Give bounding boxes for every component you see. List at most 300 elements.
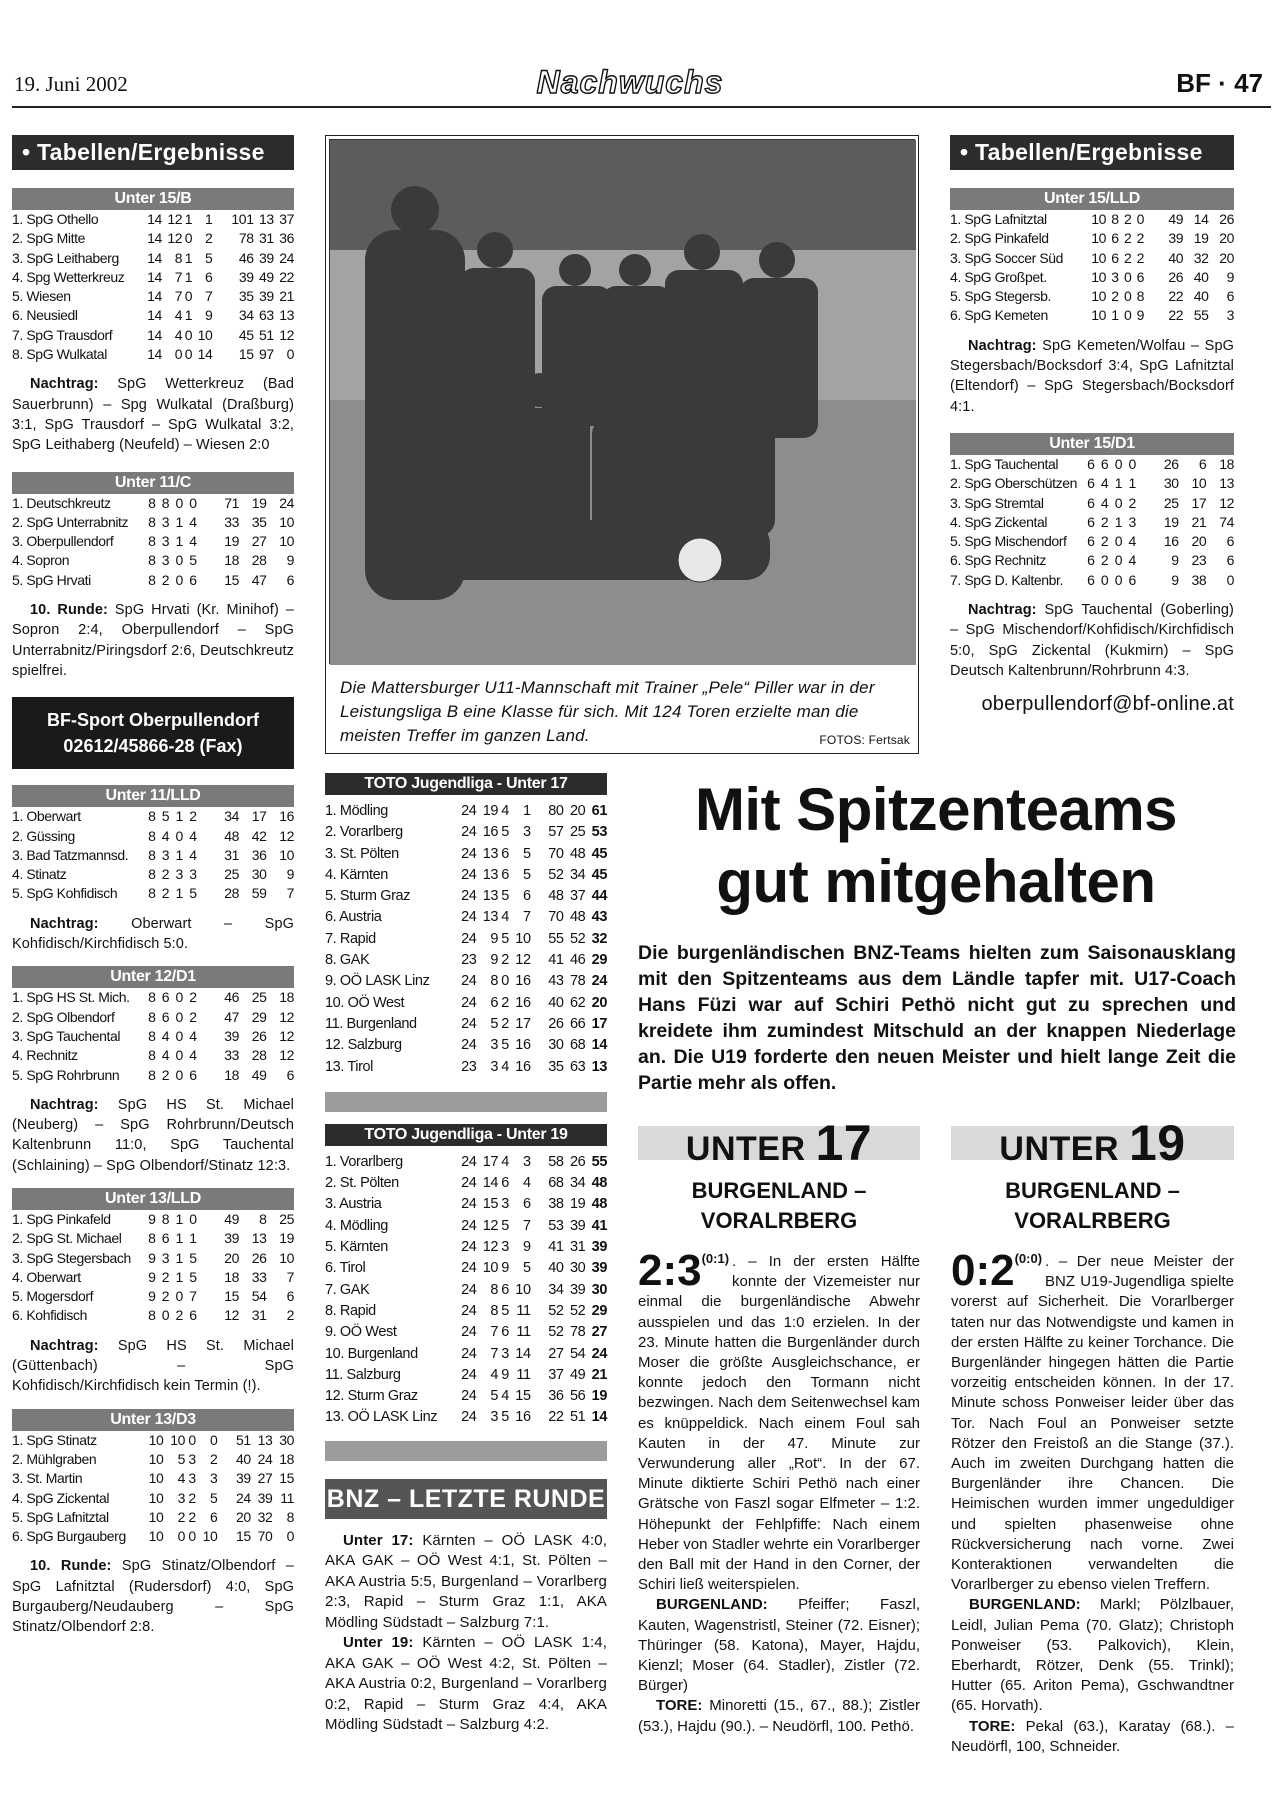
table-row xyxy=(325,1057,607,1078)
team-name: 6. Austria xyxy=(325,909,382,926)
stat-cell: 8 xyxy=(148,827,156,844)
stat-cell: 24 xyxy=(461,994,477,1011)
stat-cell: 7 xyxy=(204,288,213,305)
u19-report xyxy=(951,1115,1234,1757)
stat-cell: 10 xyxy=(148,1528,164,1545)
stat-cell: 26 xyxy=(1168,268,1184,285)
bnz-u19-results: Unter 19: Kärnten – OÖ LASK 1:4, AKA GAK – OÖ West 4:2, St. Pölten – AKA Austria 0:2, Burgenland – Vorarlberg 0:2, Rapid – Sturm Graz 4:4, AKA Mödling Südstadt – Salzburg 4:2. xyxy=(325,1634,607,1734)
stat-cell: 3 xyxy=(1111,268,1119,285)
table-row xyxy=(12,287,294,306)
stat-cell: 5 xyxy=(204,249,213,266)
table-row xyxy=(12,846,294,865)
stat-cell: 34 xyxy=(548,1281,564,1298)
stat-cell: 7 xyxy=(490,1324,499,1341)
stat-cell: 55 xyxy=(548,930,564,947)
table-title: Unter 13/LLD xyxy=(12,1188,294,1210)
stat-cell: 6 xyxy=(189,571,197,588)
stat-cell: 3 xyxy=(490,1409,499,1426)
stat-cell: 24 xyxy=(279,494,294,511)
table-row xyxy=(325,1407,607,1428)
u19-match: BURGENLAND – VORALRBERG xyxy=(1005,1178,1180,1233)
table-title: TOTO Jugendliga - Unter 17 xyxy=(325,773,607,795)
stat-cell: 3 xyxy=(210,1470,218,1487)
note: Nachtrag: SpG HS St. Michael (Neuberg) – SpG Rohrbrunn/Deutsch Kaltenbrunn 11:0, SpG Tauchental (Schlaining) – SpG Olbendorf/Stinatz 12:3. xyxy=(12,1096,294,1174)
stat-cell: 30 xyxy=(1163,475,1179,492)
u19-text: $0:2^{(0:0)}$ . – Der neue Meister der BNZ U19-Jugendliga spielte vorerst auf Sicherheit. Die Vorarlberger taten nur das Notwendigste und kamen in der ersten Hälfte zu keiner Torchance. Die Burgenländer hingegen hätten die Partie vorzeitig entscheiden können. In der 17. Minute schoss Ponweiser leider über das Tor. Nach Foul an Ponweiser setzte Rötzer den Freistoß an die Stange (37.). Auch im zweiten Durchgang hatten die Burgenländer ihre Chancen. Die Heimischen wurden immer ungeduldiger und spielten phasenweise ohne Rückversicherung nach vorne. Zwei Konteraktionen verwandelten die Vorarlberger zu ebenso vielen Treffern. BURGENLAND: Markl; Pölzlbauer, Leidl, Julian Pema (70. Glatz); Christoph Ponweiser (53. Palkovich), Klein, Eberhardt, Rötzer, Denk (55. Trinkl); Hutter (65. Ariton Pema), Gschwandtner (65. Horvath). TORE: Pekal (63.), Karatay (68.). – Neudörfl, 100, Schneider. xyxy=(951,1246,1234,1755)
stat-cell: 3 xyxy=(175,866,183,883)
stat-cell: 3 xyxy=(501,1196,509,1213)
stat-cell: 13 xyxy=(482,845,499,862)
stat-cell: 0 xyxy=(1136,211,1145,227)
table-row xyxy=(950,532,1234,551)
stat-cell: 1 xyxy=(175,1268,183,1285)
stat-cell: 49 xyxy=(224,1210,239,1227)
table-row xyxy=(950,513,1234,532)
stat-cell: 39 xyxy=(569,1217,586,1234)
stat-cell: 12 xyxy=(515,952,531,969)
stat-cell: 15 xyxy=(515,1388,531,1405)
stat-cell: 0 xyxy=(175,1027,183,1044)
section-name: Nachwuchs xyxy=(536,64,724,100)
table-row xyxy=(12,1229,294,1248)
stat-cell: 3 xyxy=(189,866,197,883)
table-title: Unter 15/B xyxy=(12,188,294,210)
stat-cell: 34 xyxy=(569,1175,586,1192)
stat-cell: 4 xyxy=(501,803,509,819)
stat-cell: 43 xyxy=(591,909,607,926)
stat-cell: 15 xyxy=(238,346,254,363)
stat-cell: 1 xyxy=(1128,475,1136,492)
team-name: 6. SpG Rechnitz xyxy=(950,552,1046,569)
stat-cell: 8 xyxy=(148,866,156,883)
stat-cell: 45 xyxy=(591,866,607,883)
article-lead: Die burgenländischen BNZ-Teams hielten zum Saisonausklang mit den Spitzenteams aus dem Ländle tapfer mit. U17-Coach Hans Füzi war auf Schiri Pethö nicht gut zu sprechen und kreidete ihm zumindest Mitschuld an der knappen Niederlage an. Die U19 forderte den neuen Meister und hielt lange Zeit die Partie mehr als offen. xyxy=(638,942,1236,1094)
stat-cell: 20 xyxy=(224,1249,239,1266)
table-row xyxy=(12,571,294,590)
stat-cell: 59 xyxy=(251,885,267,902)
table-row xyxy=(950,229,1234,248)
stat-cell: 57 xyxy=(548,824,564,841)
stat-cell: 14 xyxy=(482,1175,499,1192)
table-row xyxy=(12,1508,294,1527)
stat-cell: 0 xyxy=(188,1528,196,1545)
stat-cell: 8 xyxy=(148,885,156,902)
team-name: 1. SpG Tauchental xyxy=(950,455,1059,472)
stat-cell: 2 xyxy=(188,1508,196,1525)
table-row xyxy=(950,249,1234,268)
team-name: 5. SpG Hrvati xyxy=(12,571,91,588)
stat-cell: 18 xyxy=(279,1450,294,1467)
stat-cell: 36 xyxy=(548,1388,564,1405)
stat-cell: 39 xyxy=(224,1027,239,1044)
table-row xyxy=(12,345,294,364)
team-name: 2. Vorarlberg xyxy=(325,824,403,841)
stat-cell: 2 xyxy=(501,952,509,969)
table-row xyxy=(12,229,294,248)
u19-label: UNTER 19 xyxy=(951,1126,1234,1160)
stat-cell: 10 xyxy=(279,533,294,550)
stat-cell: 70 xyxy=(257,1528,273,1545)
team-name: 4. SpG Zickental xyxy=(950,513,1048,530)
table-row xyxy=(325,801,607,822)
stat-cell: 6 xyxy=(161,1008,170,1025)
team-name: 1. SpG Stinatz xyxy=(12,1431,97,1448)
stat-cell: 0 xyxy=(1114,571,1123,588)
stat-cell: 2 xyxy=(161,885,170,902)
stat-cell: 37 xyxy=(569,888,586,905)
stat-cell: 48 xyxy=(224,827,239,844)
stat-cell: 5 xyxy=(522,845,531,862)
stat-cell: 20 xyxy=(569,803,586,819)
team-name: 5. Kärnten xyxy=(325,1239,388,1256)
stat-cell: 5 xyxy=(522,1260,531,1277)
stat-cell: 14 xyxy=(147,326,162,343)
stat-cell: 46 xyxy=(238,249,254,266)
table-row xyxy=(325,993,607,1014)
stat-cell: 23 xyxy=(461,952,477,969)
table-row xyxy=(12,1008,294,1027)
stat-cell: 35 xyxy=(251,513,267,530)
team-name: 2. SpG St. Michael xyxy=(12,1230,122,1247)
stat-cell: 19 xyxy=(1193,230,1209,247)
stat-cell: 19 xyxy=(224,533,239,550)
stat-cell: 24 xyxy=(461,1281,477,1298)
stat-cell: 24 xyxy=(461,1015,477,1032)
stat-cell: 12 xyxy=(1219,494,1234,511)
stat-cell: 25 xyxy=(224,866,239,883)
note: Nachtrag: SpG Kemeten/Wolfau – SpG Stegersbach/Bocksdorf 3:4, SpG Lafnitztal (Eltendorf) – SpG Stegersbach/Bocksdorf 4:1. xyxy=(950,337,1234,415)
team-name: 10. Burgenland xyxy=(325,1345,418,1362)
stat-cell: 2 xyxy=(1111,288,1119,305)
stat-cell: 4 xyxy=(501,1153,509,1170)
team-name: 1. SpG Pinkafeld xyxy=(12,1210,111,1227)
page-number: 47 xyxy=(1234,68,1263,98)
stat-cell: 39 xyxy=(591,1260,607,1277)
stat-cell: 49 xyxy=(1168,211,1184,227)
team-name: 3. SpG Stegersbach xyxy=(12,1249,131,1266)
stat-cell: 6 xyxy=(522,1196,531,1213)
stat-cell: 29 xyxy=(251,1008,267,1025)
stat-cell: 18 xyxy=(224,1268,239,1285)
stat-cell: 40 xyxy=(1168,249,1184,266)
table-row xyxy=(325,1216,607,1237)
stat-cell: 41 xyxy=(591,1217,607,1234)
left-section-title: • Tabellen/Ergebnisse xyxy=(12,135,294,170)
team-name: 3. SpG Leithaberg xyxy=(12,249,119,266)
stat-cell: 0 xyxy=(1114,533,1123,550)
stat-cell: 3 xyxy=(161,533,170,550)
stat-cell: 6 xyxy=(1226,552,1234,569)
team-name: 9. OÖ West xyxy=(325,1324,397,1341)
stat-cell: 30 xyxy=(569,1260,586,1277)
table-row xyxy=(325,907,607,928)
table-row xyxy=(325,1301,607,1322)
stat-cell: 9 xyxy=(148,1268,156,1285)
stat-cell: 25 xyxy=(569,824,586,841)
stat-cell: 39 xyxy=(1168,230,1184,247)
table-title: TOTO Jugendliga - Unter 19 xyxy=(325,1124,607,1146)
stat-cell: 11 xyxy=(516,1302,531,1319)
stat-cell: 17 xyxy=(591,1015,607,1032)
stat-cell: 80 xyxy=(548,803,564,819)
stat-cell: 54 xyxy=(251,1288,267,1305)
stat-cell: 13 xyxy=(251,1230,267,1247)
stat-cell: 7 xyxy=(490,1345,499,1362)
stat-cell: 2 xyxy=(1136,249,1145,266)
stat-cell: 55 xyxy=(591,1153,607,1170)
stat-cell: 32 xyxy=(257,1508,273,1525)
stat-cell: 14 xyxy=(147,288,162,305)
stat-cell: 22 xyxy=(1168,307,1184,324)
stat-cell: 26 xyxy=(251,1027,267,1044)
standings-table xyxy=(12,210,294,364)
stat-cell: 9 xyxy=(522,1239,531,1256)
stat-cell: 4 xyxy=(174,307,183,324)
table-row xyxy=(12,1066,294,1085)
stat-cell: 37 xyxy=(279,211,294,227)
stat-cell: 7 xyxy=(286,885,294,902)
stat-cell: 3 xyxy=(1226,307,1234,324)
stat-cell: 78 xyxy=(569,973,586,990)
stat-cell: 4 xyxy=(189,533,197,550)
stat-cell: 47 xyxy=(251,571,267,588)
u17-match: BURGENLAND – VORALRBERG xyxy=(691,1178,867,1233)
stat-cell: 2 xyxy=(1123,230,1132,247)
team-name: 2. SpG Unterrabnitz xyxy=(12,513,129,530)
stat-cell: 1 xyxy=(1114,475,1123,492)
stat-cell: 5 xyxy=(522,866,531,883)
stat-cell: 25 xyxy=(1163,494,1179,511)
stat-cell: 24 xyxy=(461,1366,477,1383)
stat-cell: 47 xyxy=(224,1008,239,1025)
stat-cell: 24 xyxy=(461,1153,477,1170)
stat-cell: 31 xyxy=(224,846,239,863)
table-row xyxy=(325,844,607,865)
stat-cell: 3 xyxy=(161,846,170,863)
photo-credit: FOTOS: Fertsak xyxy=(819,733,910,747)
stat-cell: 0 xyxy=(177,1528,185,1545)
stat-cell: 11 xyxy=(516,1366,531,1383)
stat-cell: 6 xyxy=(522,888,531,905)
team-name: 1. SpG HS St. Mich. xyxy=(12,989,130,1006)
table-row xyxy=(12,513,294,532)
bnz-title: BNZ – LETZTE RUNDE xyxy=(325,1479,607,1519)
stat-cell: 34 xyxy=(224,808,239,825)
stat-cell: 7 xyxy=(522,909,531,926)
note: Nachtrag: SpG Wetterkreuz (Bad Sauerbrunn) – Spg Wulkatal (Draßburg) 3:1, SpG Trausdorf – SpG Wulkatal 3:2, SpG Leithaberg (Neufeld) – Wiesen 2:0 xyxy=(12,376,294,454)
stat-cell: 4 xyxy=(1100,494,1109,511)
stat-cell: 1 xyxy=(175,533,183,550)
stat-cell: 1 xyxy=(189,1230,197,1247)
team-name: 4. Oberwart xyxy=(12,1268,81,1285)
contact-box xyxy=(12,697,294,769)
stat-cell: 51 xyxy=(569,1409,586,1426)
stat-cell: 4 xyxy=(189,1027,197,1044)
stat-cell: 40 xyxy=(1193,268,1209,285)
stat-cell: 14 xyxy=(197,346,213,363)
table-row xyxy=(950,287,1234,306)
stat-cell: 6 xyxy=(1226,288,1234,305)
stat-cell: 10 xyxy=(1091,288,1106,305)
photo-frame xyxy=(325,135,919,754)
stat-cell: 24 xyxy=(461,930,477,947)
stat-cell: 2 xyxy=(175,1307,183,1324)
stat-cell: 27 xyxy=(251,533,267,550)
stat-cell: 48 xyxy=(591,1196,607,1213)
stat-cell: 0 xyxy=(175,1066,183,1083)
stat-cell: 51 xyxy=(235,1431,251,1448)
team-name: 3. SpG Tauchental xyxy=(12,1027,121,1044)
stat-cell: 58 xyxy=(548,1153,564,1170)
stat-cell: 9 xyxy=(1136,307,1145,324)
team-name: 6. SpG Burgauberg xyxy=(12,1528,126,1545)
stat-cell: 78 xyxy=(238,230,254,247)
stat-cell: 40 xyxy=(235,1450,251,1467)
stat-cell: 33 xyxy=(224,513,239,530)
right-column xyxy=(950,135,1234,716)
team-name: 11. Salzburg xyxy=(325,1366,401,1383)
stat-cell: 19 xyxy=(279,1230,294,1247)
team-name: 5. Wiesen xyxy=(12,288,71,305)
stat-cell: 4 xyxy=(501,1058,509,1075)
stat-cell: 30 xyxy=(591,1281,607,1298)
stat-cell: 16 xyxy=(515,1409,531,1426)
stat-cell: 4 xyxy=(1128,552,1136,569)
table-row xyxy=(12,1450,294,1469)
team-name: 6. SpG Kemeten xyxy=(950,307,1048,324)
stat-cell: 4 xyxy=(1100,475,1109,492)
stat-cell: 26 xyxy=(1219,211,1234,227)
stat-cell: 0 xyxy=(1100,571,1109,588)
stat-cell: 36 xyxy=(251,846,267,863)
stat-cell: 61 xyxy=(591,803,607,819)
stat-cell: 12 xyxy=(279,1047,294,1064)
team-name: 3. Oberpullendorf xyxy=(12,533,114,550)
stat-cell: 17 xyxy=(482,1153,499,1170)
stat-cell: 1 xyxy=(175,885,183,902)
stat-cell: 2 xyxy=(1123,211,1132,227)
team-photo-illustration xyxy=(330,140,916,665)
team-name: 7. SpG Trausdorf xyxy=(12,326,113,343)
stat-cell: 5 xyxy=(161,808,170,825)
stat-cell: 13 xyxy=(257,1431,273,1448)
stat-cell: 4 xyxy=(189,513,197,530)
stat-cell: 10 xyxy=(148,1450,164,1467)
table-row xyxy=(950,455,1234,474)
table-row xyxy=(950,571,1234,590)
stat-cell: 1 xyxy=(184,211,193,227)
stat-cell: 2 xyxy=(188,1489,196,1506)
table-row xyxy=(325,929,607,950)
stat-cell: 39 xyxy=(224,1230,239,1247)
stat-cell: 15 xyxy=(224,1288,239,1305)
team-name: 6. Neusiedl xyxy=(12,307,78,324)
stat-cell: 26 xyxy=(548,1015,564,1032)
stat-cell: 10 xyxy=(279,1249,294,1266)
stat-cell: 22 xyxy=(1168,288,1184,305)
team-name: 4. Spg Wetterkreuz xyxy=(12,268,125,285)
stat-cell: 4 xyxy=(522,1175,531,1192)
table-row xyxy=(325,1258,607,1279)
stat-cell: 4 xyxy=(161,1027,170,1044)
team-name: 5. Mogersdorf xyxy=(12,1288,94,1305)
stat-cell: 19 xyxy=(482,803,499,819)
stat-cell: 52 xyxy=(548,1324,564,1341)
stat-cell: 20 xyxy=(235,1508,251,1525)
stat-cell: 40 xyxy=(548,994,564,1011)
toto-u17-table xyxy=(325,801,607,1078)
stat-cell: 6 xyxy=(501,1281,509,1298)
team-name: 1. Deutschkreutz xyxy=(12,494,111,511)
stat-cell: 9 xyxy=(1226,268,1234,285)
stat-cell: 12 xyxy=(482,1239,499,1256)
stat-cell: 23 xyxy=(1191,552,1207,569)
stat-cell: 1 xyxy=(1114,513,1123,530)
standings-table xyxy=(12,807,294,903)
table-title: Unter 15/D1 xyxy=(950,433,1234,455)
team-name: 7. GAK xyxy=(325,1281,370,1298)
stat-cell: 24 xyxy=(461,1324,477,1341)
table-row xyxy=(325,1014,607,1035)
contact-name: BF-Sport Oberpullendorf xyxy=(47,710,259,731)
stat-cell: 31 xyxy=(251,1307,267,1324)
stat-cell: 5 xyxy=(501,1217,509,1234)
stat-cell: 6 xyxy=(1111,249,1119,266)
team-name: 3. Bad Tatzmannsd. xyxy=(12,846,129,863)
table-row xyxy=(325,1152,607,1173)
stat-cell: 71 xyxy=(224,494,239,511)
header-rule xyxy=(12,106,1271,108)
stat-cell: 7 xyxy=(189,1288,197,1305)
stat-cell: 32 xyxy=(591,930,607,947)
team-name: 2. Mühlgraben xyxy=(12,1450,97,1467)
stat-cell: 1 xyxy=(175,808,183,825)
stat-cell: 52 xyxy=(548,1302,564,1319)
email-link[interactable]: oberpullendorf@bf-online.at xyxy=(981,693,1234,716)
stat-cell: 8 xyxy=(1111,211,1119,227)
stat-cell: 5 xyxy=(501,1409,509,1426)
stat-cell: 6 xyxy=(1087,455,1095,472)
stat-cell: 3 xyxy=(522,1153,531,1170)
stat-cell: 6 xyxy=(1128,571,1136,588)
stat-cell: 6 xyxy=(1087,513,1095,530)
stat-cell: 9 xyxy=(148,1249,156,1266)
stat-cell: 28 xyxy=(224,885,239,902)
stat-cell: 10 xyxy=(202,1528,218,1545)
stat-cell: 0 xyxy=(175,989,183,1006)
stat-cell: 14 xyxy=(515,1345,531,1362)
stat-cell: 16 xyxy=(279,808,294,825)
toto-u19-table xyxy=(325,1152,607,1429)
table-row xyxy=(12,532,294,551)
stat-cell: 8 xyxy=(148,1008,156,1025)
team-name: 12. Sturm Graz xyxy=(325,1388,418,1405)
team-name: 7. SpG D. Kaltenbr. xyxy=(950,571,1064,588)
table-row xyxy=(12,807,294,826)
stat-cell: 27 xyxy=(591,1324,607,1341)
stat-cell: 31 xyxy=(259,230,274,247)
table-row xyxy=(325,971,607,992)
table-row xyxy=(12,210,294,229)
stat-cell: 0 xyxy=(175,1008,183,1025)
stat-cell: 1 xyxy=(522,803,531,819)
stat-cell: 63 xyxy=(569,1058,586,1075)
u17-label: UNTER 17 xyxy=(638,1126,920,1160)
stat-cell: 0 xyxy=(189,494,197,511)
stat-cell: 14 xyxy=(147,307,162,324)
team-name: 5. SpG Rohrbrunn xyxy=(12,1066,120,1083)
stat-cell: 6 xyxy=(161,1230,170,1247)
